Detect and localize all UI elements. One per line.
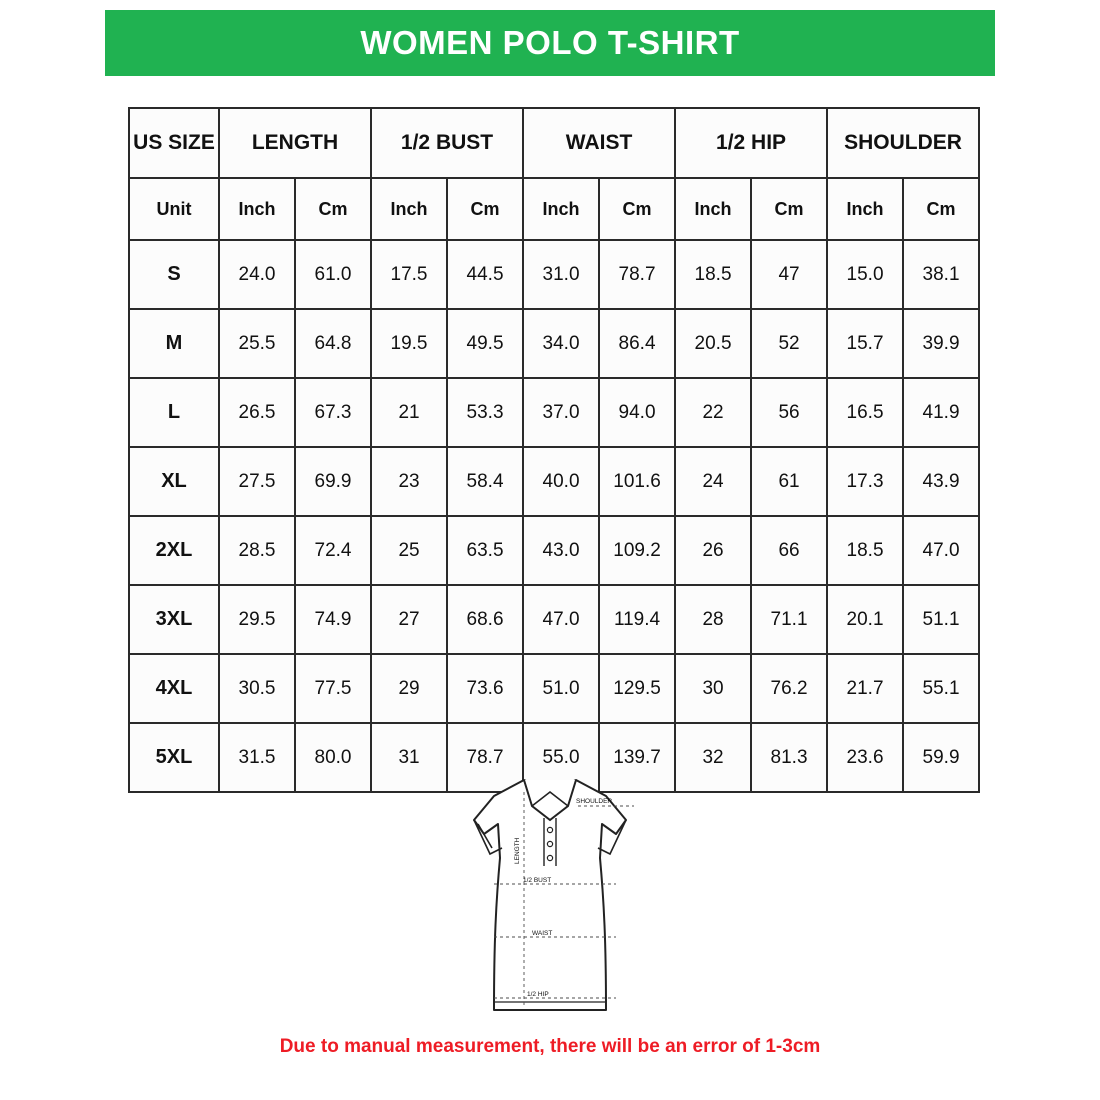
cell-bust-cm: 78.7 (447, 723, 523, 792)
table-row (129, 585, 979, 654)
cell-waist-inch: 51.0 (523, 654, 599, 723)
cell-shoulder-inch: 16.5 (827, 378, 903, 447)
cell-shoulder-inch: 20.1 (827, 585, 903, 654)
cell-hip-cm: 56 (751, 378, 827, 447)
cell-hip-cm: 61 (751, 447, 827, 516)
cell-bust-cm: 53.3 (447, 378, 523, 447)
unit-label: Unit (129, 178, 219, 240)
cell-length-inch: 24.0 (219, 240, 295, 309)
cell-waist-inch: 55.0 (523, 723, 599, 792)
cell-shoulder-inch: 15.0 (827, 240, 903, 309)
cell-length-cm: 67.3 (295, 378, 371, 447)
label-half-bust: 1/2 BUST (523, 877, 552, 884)
table-row (129, 309, 979, 378)
cell-hip-cm: 66 (751, 516, 827, 585)
label-shoulder: SHOULDER (576, 798, 613, 805)
cell-waist-cm: 78.7 (599, 240, 675, 309)
cell-bust-inch: 17.5 (371, 240, 447, 309)
cell-length-inch: 30.5 (219, 654, 295, 723)
cell-hip-inch: 18.5 (675, 240, 751, 309)
table-row (129, 378, 979, 447)
cell-length-cm: 64.8 (295, 309, 371, 378)
page-title: WOMEN POLO T-SHIRT (360, 24, 740, 61)
group-header-half-bust: 1/2 BUST (371, 108, 523, 178)
group-header-half-hip: 1/2 HIP (675, 108, 827, 178)
cell-length-inch: 29.5 (219, 585, 295, 654)
measurement-note: Due to manual measurement, there will be an error of 1-3cm (279, 1036, 821, 1057)
label-waist: WAIST (532, 930, 553, 937)
cell-shoulder-cm: 39.9 (903, 309, 979, 378)
cell-shoulder-cm: 38.1 (903, 240, 979, 309)
unit-length-inch: Inch (219, 178, 295, 240)
cell-hip-inch: 28 (675, 585, 751, 654)
cell-shoulder-inch: 21.7 (827, 654, 903, 723)
cell-bust-inch: 23 (371, 447, 447, 516)
unit-hip-cm: Cm (751, 178, 827, 240)
button-bottom (547, 855, 552, 860)
cell-shoulder-cm: 59.9 (903, 723, 979, 792)
cell-shoulder-cm: 41.9 (903, 378, 979, 447)
title-banner (105, 10, 995, 76)
cell-shoulder-inch: 17.3 (827, 447, 903, 516)
table-row (129, 447, 979, 516)
cell-shoulder-inch: 23.6 (827, 723, 903, 792)
cell-hip-inch: 30 (675, 654, 751, 723)
cell-shoulder-inch: 18.5 (827, 516, 903, 585)
unit-hip-inch: Inch (675, 178, 751, 240)
cell-hip-inch: 32 (675, 723, 751, 792)
cell-bust-cm: 63.5 (447, 516, 523, 585)
group-header-us-size: US SIZE (129, 108, 219, 178)
cell-hip-inch: 22 (675, 378, 751, 447)
cell-bust-inch: 31 (371, 723, 447, 792)
label-length: LENGTH (514, 837, 521, 864)
unit-bust-cm: Cm (447, 178, 523, 240)
cell-shoulder-cm: 47.0 (903, 516, 979, 585)
table-group-header-row (129, 108, 979, 178)
cell-bust-inch: 27 (371, 585, 447, 654)
row-size-label: 2XL (129, 516, 219, 585)
size-table-wrapper (128, 107, 970, 793)
cell-waist-inch: 43.0 (523, 516, 599, 585)
cell-bust-cm: 49.5 (447, 309, 523, 378)
unit-waist-cm: Cm (599, 178, 675, 240)
cell-shoulder-cm: 43.9 (903, 447, 979, 516)
group-header-shoulder: SHOULDER (827, 108, 979, 178)
cell-hip-inch: 20.5 (675, 309, 751, 378)
unit-bust-inch: Inch (371, 178, 447, 240)
cell-waist-cm: 129.5 (599, 654, 675, 723)
unit-length-cm: Cm (295, 178, 371, 240)
row-size-label: S (129, 240, 219, 309)
cell-hip-cm: 81.3 (751, 723, 827, 792)
cell-waist-inch: 40.0 (523, 447, 599, 516)
cell-waist-cm: 101.6 (599, 447, 675, 516)
row-size-label: L (129, 378, 219, 447)
cell-hip-inch: 24 (675, 447, 751, 516)
cell-bust-cm: 68.6 (447, 585, 523, 654)
cell-waist-inch: 47.0 (523, 585, 599, 654)
row-size-label: XL (129, 447, 219, 516)
cell-waist-cm: 94.0 (599, 378, 675, 447)
table-row (129, 516, 979, 585)
table-row (129, 654, 979, 723)
cell-length-cm: 77.5 (295, 654, 371, 723)
cell-length-cm: 69.9 (295, 447, 371, 516)
cell-waist-cm: 86.4 (599, 309, 675, 378)
cell-bust-inch: 21 (371, 378, 447, 447)
cell-waist-cm: 119.4 (599, 585, 675, 654)
cell-bust-cm: 44.5 (447, 240, 523, 309)
cell-length-inch: 25.5 (219, 309, 295, 378)
size-chart-table (128, 107, 980, 793)
cell-shoulder-inch: 15.7 (827, 309, 903, 378)
cell-shoulder-cm: 51.1 (903, 585, 979, 654)
unit-shoulder-cm: Cm (903, 178, 979, 240)
cell-length-cm: 61.0 (295, 240, 371, 309)
cell-length-cm: 72.4 (295, 516, 371, 585)
cell-bust-cm: 58.4 (447, 447, 523, 516)
cell-waist-cm: 139.7 (599, 723, 675, 792)
label-half-hip: 1/2 HIP (527, 991, 549, 998)
cell-waist-inch: 34.0 (523, 309, 599, 378)
cell-shoulder-cm: 55.1 (903, 654, 979, 723)
cell-hip-cm: 76.2 (751, 654, 827, 723)
polo-shirt-diagram (420, 762, 680, 1034)
unit-waist-inch: Inch (523, 178, 599, 240)
cell-bust-cm: 73.6 (447, 654, 523, 723)
table-unit-row (129, 178, 979, 240)
cell-length-inch: 27.5 (219, 447, 295, 516)
table-row (129, 240, 979, 309)
group-header-waist: WAIST (523, 108, 675, 178)
cell-hip-cm: 52 (751, 309, 827, 378)
row-size-label: 5XL (129, 723, 219, 792)
unit-shoulder-inch: Inch (827, 178, 903, 240)
group-header-length: LENGTH (219, 108, 371, 178)
cell-length-inch: 28.5 (219, 516, 295, 585)
cell-waist-cm: 109.2 (599, 516, 675, 585)
cell-bust-inch: 25 (371, 516, 447, 585)
cell-bust-inch: 19.5 (371, 309, 447, 378)
button-top (547, 827, 552, 832)
cell-waist-inch: 31.0 (523, 240, 599, 309)
cell-length-cm: 74.9 (295, 585, 371, 654)
row-size-label: 3XL (129, 585, 219, 654)
row-size-label: 4XL (129, 654, 219, 723)
cell-hip-cm: 47 (751, 240, 827, 309)
row-size-label: M (129, 309, 219, 378)
cell-length-inch: 31.5 (219, 723, 295, 792)
cell-length-cm: 80.0 (295, 723, 371, 792)
cell-hip-inch: 26 (675, 516, 751, 585)
cell-waist-inch: 37.0 (523, 378, 599, 447)
button-middle (547, 841, 552, 846)
cell-hip-cm: 71.1 (751, 585, 827, 654)
cell-length-inch: 26.5 (219, 378, 295, 447)
cell-bust-inch: 29 (371, 654, 447, 723)
